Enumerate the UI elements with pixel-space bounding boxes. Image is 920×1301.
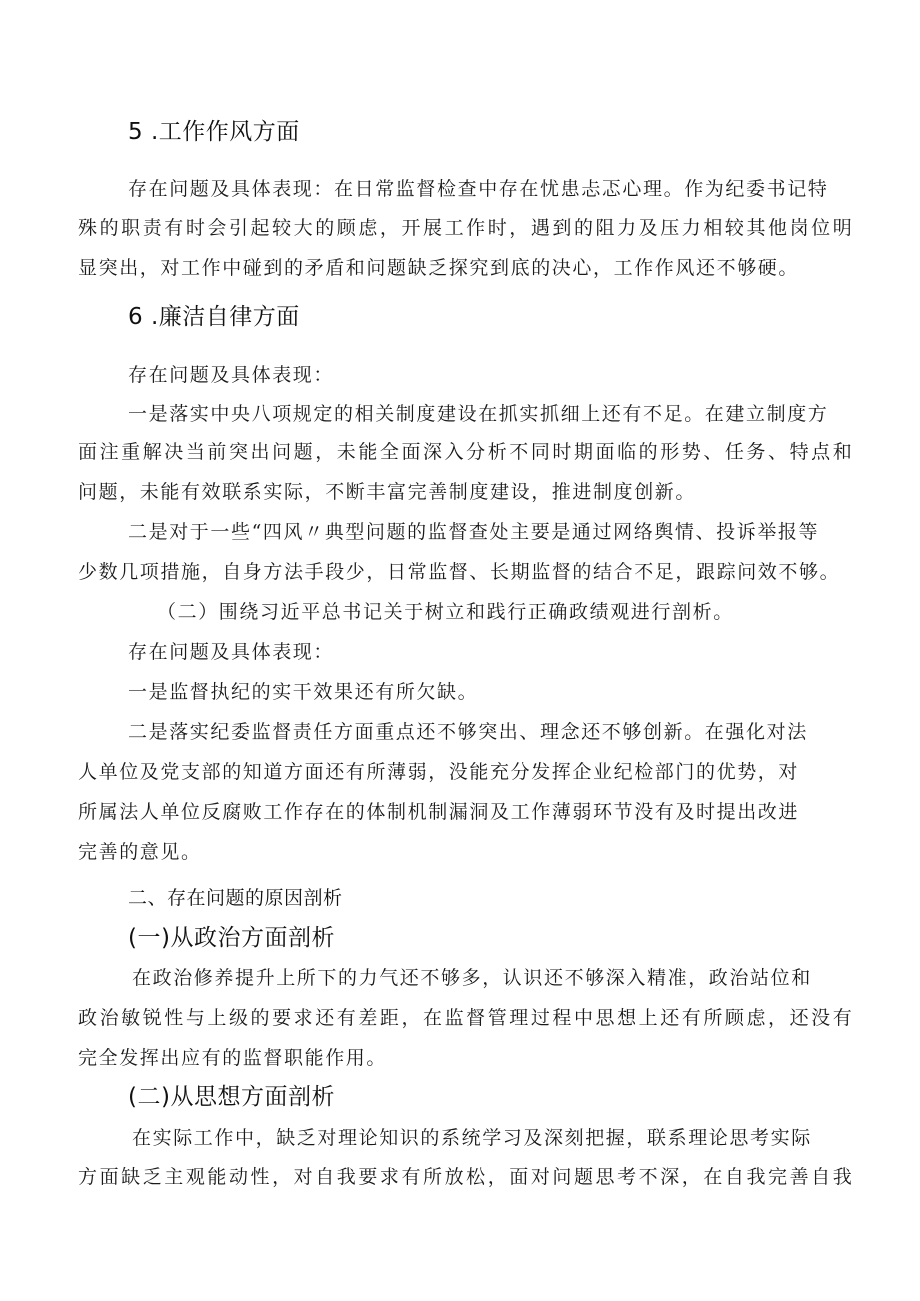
glyph: 差	[358, 1007, 378, 1029]
glyph: ，	[401, 1007, 421, 1029]
glyph: 级	[228, 1007, 248, 1029]
glyph: 距	[379, 1007, 399, 1029]
glyph: ，	[272, 1166, 292, 1188]
glyph: 过	[530, 1007, 550, 1029]
glyph: 阻	[595, 217, 615, 239]
glyph: 上	[638, 1007, 658, 1029]
glyph: 面	[509, 1166, 529, 1188]
glyph: 督	[466, 1007, 486, 1029]
glyph: 点	[811, 441, 831, 463]
paragraph-line: 存在问题及具体表现：	[128, 641, 335, 663]
glyph: 顾	[336, 217, 356, 239]
glyph: 分	[466, 441, 486, 463]
glyph: 前	[207, 441, 227, 463]
glyph: 明	[832, 217, 852, 239]
glyph: 职	[121, 217, 141, 239]
glyph: 中	[573, 1007, 593, 1029]
glyph: 求	[379, 1166, 399, 1188]
glyph: 期	[573, 441, 593, 463]
glyph: 有	[164, 217, 184, 239]
glyph: 压	[660, 217, 680, 239]
glyph: 题	[573, 1166, 593, 1188]
glyph: 面	[99, 1166, 119, 1188]
glyph: 责	[142, 217, 162, 239]
glyph: 思	[595, 1007, 615, 1029]
glyph: 未	[336, 441, 356, 463]
glyph: 自	[315, 1166, 335, 1188]
glyph: 及	[638, 217, 658, 239]
glyph: 的	[573, 217, 593, 239]
glyph: 形	[660, 441, 680, 463]
glyph: 自	[811, 1166, 831, 1188]
cause-heading: 二、存在问题的原因剖析	[128, 887, 343, 909]
glyph: 性	[164, 1007, 184, 1029]
glyph: 较	[724, 217, 744, 239]
paragraph-line: 在实际工作中，缺乏对理论知识的系统学习及深刻把握，联系理论思考实际	[132, 1127, 812, 1149]
glyph: 在	[423, 1007, 443, 1029]
glyph: 求	[293, 1007, 313, 1029]
paragraph-line: 问题，未能有效联系实际，不断丰富完善制度建设，推进制度创新。	[78, 481, 697, 503]
glyph: 对	[293, 1166, 313, 1188]
glyph: 解	[142, 441, 162, 463]
glyph: 临	[617, 441, 637, 463]
glyph: 能	[358, 441, 378, 463]
glyph: 深	[423, 441, 443, 463]
glyph: 管	[487, 1007, 507, 1029]
glyph: 我	[832, 1166, 852, 1188]
glyph: 方	[78, 1166, 98, 1188]
glyph: 特	[789, 441, 809, 463]
glyph: ，	[681, 1166, 701, 1188]
glyph: 完	[768, 1166, 788, 1188]
glyph: ，	[379, 217, 399, 239]
glyph: 重	[121, 441, 141, 463]
glyph: 观	[185, 1166, 205, 1188]
glyph: ，	[768, 1007, 788, 1029]
glyph: 没	[811, 1007, 831, 1029]
glyph: 当	[185, 441, 205, 463]
glyph: 遇	[530, 217, 550, 239]
glyph: 岗	[789, 217, 809, 239]
paragraph-line: 二是落实纪委监督责任方面重点还不够突出、理念还不够创新。在强化对法	[128, 721, 808, 743]
glyph: 全	[379, 441, 399, 463]
glyph: 面	[401, 441, 421, 463]
political-heading: (一)从政治方面剖析	[128, 925, 335, 951]
paragraph-line: 存在问题及具体表现：在日常监督检查中存在忧患忐忑心理。作为纪委书记特	[128, 178, 829, 200]
glyph: 注	[99, 441, 119, 463]
glyph: ，	[315, 441, 335, 463]
glyph: 与	[185, 1007, 205, 1029]
glyph: 面	[78, 441, 98, 463]
glyph: 、	[703, 441, 723, 463]
glyph: 主	[164, 1166, 184, 1188]
glyph: 大	[293, 217, 313, 239]
paragraph-line: 一是监督执纪的实干效果还有所欠缺。	[128, 681, 479, 703]
glyph: 位	[811, 217, 831, 239]
glyph: 时	[185, 217, 205, 239]
glyph: 析	[487, 441, 507, 463]
glyph: 所	[703, 1007, 723, 1029]
glyph: 力	[617, 217, 637, 239]
glyph: 工	[444, 217, 464, 239]
glyph: 考	[617, 1166, 637, 1188]
glyph: 性	[250, 1166, 270, 1188]
glyph: 松	[466, 1166, 486, 1188]
glyph: 有	[401, 1166, 421, 1188]
glyph: 上	[207, 1007, 227, 1029]
glyph: 政	[78, 1007, 98, 1029]
glyph: 和	[832, 441, 852, 463]
glyph: 的	[250, 1007, 270, 1029]
glyph: 到	[552, 217, 572, 239]
part-2-heading: （二）围绕习近平总书记关于树立和践行正确政绩观进行剖析。	[157, 601, 734, 623]
glyph: 殊	[78, 217, 98, 239]
glyph: 时	[552, 441, 572, 463]
glyph: 开	[401, 217, 421, 239]
glyph: 理	[509, 1007, 529, 1029]
paragraph-line: 在政治修养提升上所下的力气还不够多，认识还不够深入精准，政治站位和	[132, 967, 812, 989]
glyph: 缺	[121, 1166, 141, 1188]
glyph: 监	[444, 1007, 464, 1029]
glyph: 会	[207, 217, 227, 239]
paragraph-line: 二是对于一些“四风〃典型问题的监督查处主要是通过网络舆情、投诉举报等	[128, 521, 820, 543]
glyph: 同	[530, 441, 550, 463]
glyph: 有	[681, 1007, 701, 1029]
glyph: 虑	[746, 1007, 766, 1029]
glyph: 所	[423, 1166, 443, 1188]
glyph: 要	[358, 1166, 378, 1188]
glyph: 放	[444, 1166, 464, 1188]
glyph: 深	[660, 1166, 680, 1188]
glyph: ，	[509, 217, 529, 239]
glyph: 出	[250, 441, 270, 463]
section-5-heading: 5 .工作作风方面	[128, 119, 300, 145]
paragraph-line: 一是落实中央八项规定的相关制度建设在抓实抓细上还有不足。在建立制度方	[128, 403, 829, 425]
glyph: 任	[724, 441, 744, 463]
glyph: 我	[336, 1166, 356, 1188]
glyph: 顾	[724, 1007, 744, 1029]
glyph: 治	[99, 1007, 119, 1029]
glyph: 对	[530, 1166, 550, 1188]
paragraph-line: 所属法人单位反腐败工作存在的体制机制漏洞及工作薄弱环节没有及时提出改进	[78, 801, 800, 823]
glyph: 在	[703, 1166, 723, 1188]
glyph: 力	[681, 217, 701, 239]
glyph: 善	[789, 1166, 809, 1188]
glyph: ，	[487, 1166, 507, 1188]
glyph: 敏	[121, 1007, 141, 1029]
glyph: 锐	[142, 1007, 162, 1029]
glyph: 虑	[358, 217, 378, 239]
glyph: 还	[660, 1007, 680, 1029]
glyph: 时	[487, 217, 507, 239]
paragraph-line	[78, 440, 852, 464]
glyph: 还	[789, 1007, 809, 1029]
glyph: 入	[444, 441, 464, 463]
paragraph-line	[78, 216, 852, 240]
glyph: 较	[272, 217, 292, 239]
glyph: 务	[746, 441, 766, 463]
glyph: 有	[336, 1007, 356, 1029]
glyph: 面	[595, 441, 615, 463]
paragraph-line	[78, 1006, 852, 1030]
glyph: 、	[768, 441, 788, 463]
glyph: 能	[207, 1166, 227, 1188]
glyph: 的	[99, 217, 119, 239]
paragraph-line: 显突出，对工作中碰到的矛盾和问题缺乏探究到底的决心，工作作风还不够硬。	[78, 257, 800, 279]
glyph: 要	[272, 1007, 292, 1029]
glyph: 我	[746, 1166, 766, 1188]
glyph: 势	[681, 441, 701, 463]
paragraph-line: 人单位及党支部的知道方面还有所薄弱，没能充分发挥企业纪检部门的优势，对	[78, 761, 800, 783]
glyph: 还	[315, 1007, 335, 1029]
glyph: 起	[250, 217, 270, 239]
glyph: 引	[228, 217, 248, 239]
glyph: 自	[724, 1166, 744, 1188]
glyph: 有	[832, 1007, 852, 1029]
glyph: 问	[272, 441, 292, 463]
paragraph-line: 完善的意见。	[78, 841, 202, 863]
glyph: 作	[466, 217, 486, 239]
paragraph-line: 完全发挥出应有的监督职能作用。	[78, 1047, 388, 1069]
glyph: 程	[552, 1007, 572, 1029]
glyph: 展	[423, 217, 443, 239]
glyph: 题	[293, 441, 313, 463]
thought-heading: (二)从思想方面剖析	[128, 1084, 335, 1110]
glyph: 的	[315, 217, 335, 239]
glyph: 的	[638, 441, 658, 463]
glyph: 思	[595, 1166, 615, 1188]
glyph: 突	[228, 441, 248, 463]
glyph: 动	[228, 1166, 248, 1188]
glyph: 决	[164, 441, 184, 463]
paragraph-line	[78, 1165, 852, 1189]
glyph: 其	[746, 217, 766, 239]
glyph: 问	[552, 1166, 572, 1188]
section-6-heading: 6 .廉洁自律方面	[128, 304, 300, 330]
glyph: 乏	[142, 1166, 162, 1188]
paragraph-line: 存在问题及具体表现：	[128, 364, 335, 386]
glyph: 不	[638, 1166, 658, 1188]
glyph: 想	[617, 1007, 637, 1029]
paragraph-line: 少数几项措施，自身方法手段少，日常监督、长期监督的结合不足，跟踪问效不够。	[78, 561, 841, 583]
glyph: 他	[768, 217, 788, 239]
glyph: 不	[509, 441, 529, 463]
glyph: 相	[703, 217, 723, 239]
